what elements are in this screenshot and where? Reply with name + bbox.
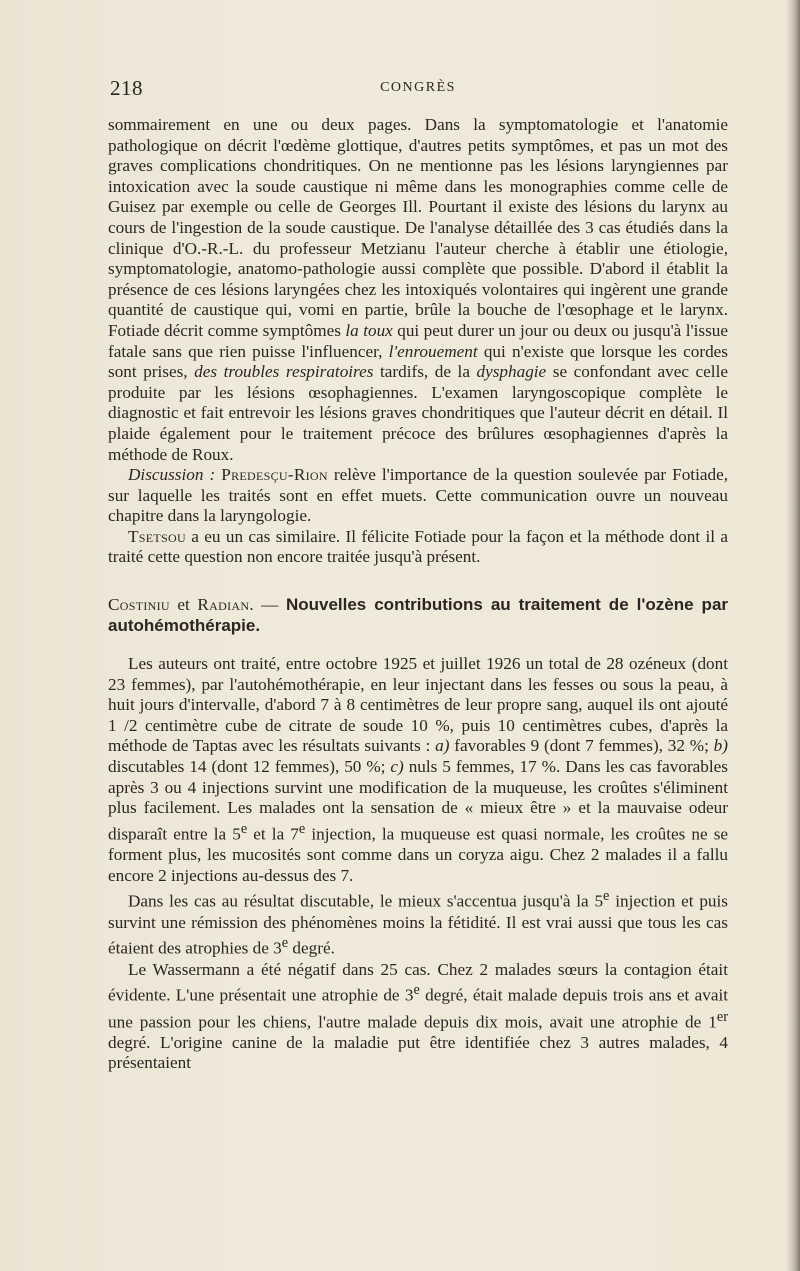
italic-term-dysphagie: dysphagie [476,362,547,382]
article-heading [108,594,728,636]
section-gap [108,568,728,594]
text-run: Le Wassermann a été négatif dans 25 cas. Chez 2 malades sœurs la contagion était évidente. L'une présentait une atrophie de 3 [108,959,728,1005]
italic-marker: c) [390,757,404,777]
superscript: e [603,888,610,905]
text-run: relève l'importance de la question soulevée par Fotiade, sur laquelle les traités sont en effet muets. Cette communication ouvre un nouveau chapitre dans la laryngologie. [108,465,728,526]
paragraph-ozene-results [108,654,728,886]
body-text [108,115,728,1074]
author-name: Costiniu [108,595,170,615]
text-run: qui n'existe que lorsque les cordes sont prises, [108,341,728,382]
text-run: a eu un cas similaire. Il félicite Fotiade pour la façon et la méthode dont il a traité cette question non encore traitée jusqu'à présent. [108,526,728,567]
paragraph-wassermann [108,960,728,1074]
running-head: CONGRÈS [380,80,456,95]
superscript: er [716,1008,728,1025]
text-run: discutables 14 (dont 12 femmes), 50 %; [108,757,391,777]
text-run: tardifs, de la [373,362,477,382]
page-edge-shadow [786,0,800,1271]
superscript: e [240,820,248,837]
text-run: Dans les cas au résultat discutable, le mieux s'accentua jusqu'à la 5 [128,892,604,912]
page-number: 218 [110,76,143,100]
article-title: Nouvelles contributions au traitement de l'ozène par autohémothérapie. [108,595,729,636]
text-run: nuls 5 femmes, 17 %. Dans les cas favorables après 3 ou 4 injections survint une modification de la muqueuse, les croûtes s'éliminent plus facilement. Les malades ont la sensation de « mieux être » et la mauvaise odeur disparaît entre la 5 [108,757,728,844]
text-run: injection et puis survint une rémission des phénomènes moins la fétidité. Il est vrai aussi que tous les cas étaient des atrophies de 3 [108,892,728,958]
author-name: Radian [197,595,250,615]
text-run: favorables 9 (dont 7 femmes), 32 %; [449,736,714,756]
page-header [110,76,726,102]
paragraph-tsetsou [108,527,728,568]
text-run: sommairement en une ou deux pages. Dans la symptomatologie et l'anatomie pathologique on décrit l'œdème glottique, d'autres petits symptômes, et pas un mot des graves complications chondritiques. On ne mentionne pas les lésions laryngiennes par intoxication avec la soude caustique ni même dans les monographies comme celle de Guisez par exemple ou celle de Georges Ill. Pourtant il existe des lésions du larynx au cours de l'ingestion de la soude caustique. De l'analyse détaillée des 3 cas étudiés dans la clinique d'O.-R.-L. du professeur Metzianu l'auteur cherche à établir une étiologie, symptomatologie, anatomo-pathologie aussi complète que possible. D'abord il établit la présence de ces lésions laryngées chez les intoxiqués volontaires qui ingèrent une grande quantité de caustique qui, vomi en partie, brûle la bouche de l'œsophage et le larynx. Fotiade décrit comme symptômes [108,115,728,340]
discussant-name: Tsetsou [128,526,186,546]
text-run: degré. L'origine canine de la maladie put être identifiée chez 3 autres malades, 4 présentaient [108,1032,728,1073]
superscript: e [281,935,289,952]
text-run: degré, était malade depuis trois ans et avait une passion pour les chiens, l'autre malade depuis dix mois, avait une atrophie de 1 [108,985,728,1032]
paragraph-fotiade-summary [108,115,728,465]
text-run: degré. [288,938,335,958]
text-run: injection, la muqueuse est quasi normale, les croûtes ne se forment plus, les mucosités sont comme dans un coryza aigu. Chez 2 malades il a fallu encore 2 injections au-dessus des 7. [108,824,729,885]
title-gap [108,636,728,654]
discussant-name: Predesçu-Rion [221,465,328,485]
superscript: e [298,820,306,837]
paragraph-discutable [108,886,728,959]
italic-marker: a) [435,736,450,756]
italic-term-toux: la toux [345,320,393,340]
discussion-label: Discussion : [128,465,216,485]
paragraph-discussion [108,465,728,527]
text-run: . — [249,595,286,615]
text-run: se confondant avec celle produite par les lésions œsophagiennes. L'examen laryngoscopique complète le diagnostic et fait entrevoir les lésions graves chondritiques que l'auteur décrit en détail. Il plaide également pour le traitement précoce des brûlures œsophagiennes d'après la méthode de Roux. [108,362,728,464]
italic-term-troubles: des troubles respiratoires [194,362,374,382]
text-run: et [169,595,198,615]
text-run: Les auteurs ont traité, entre octobre 1925 et juillet 1926 un total de 28 ozéneux (dont 23 femmes), par l'autohémothérapie, en leur injectant dans les fesses ou sous la peau, à huit jours d'intervalle, d'abord 7 à 8 centimètres de leur propre sang, auquel ils ont ajouté 1 /2 centimètre cube de citrate de soude 10 %, puis 10 centimètres cubes, d'après la méthode de Taptas avec les résultats suivants : [108,654,728,756]
italic-term-enrouement: l'enrouement [388,341,478,361]
italic-marker: b) [713,736,728,756]
text-run: et la 7 [247,824,299,844]
superscript: e [413,982,420,999]
text-run: qui peut durer un jour ou deux ou jusqu'à l'issue fatale sans que rien puisse l'influencer, [108,320,728,361]
